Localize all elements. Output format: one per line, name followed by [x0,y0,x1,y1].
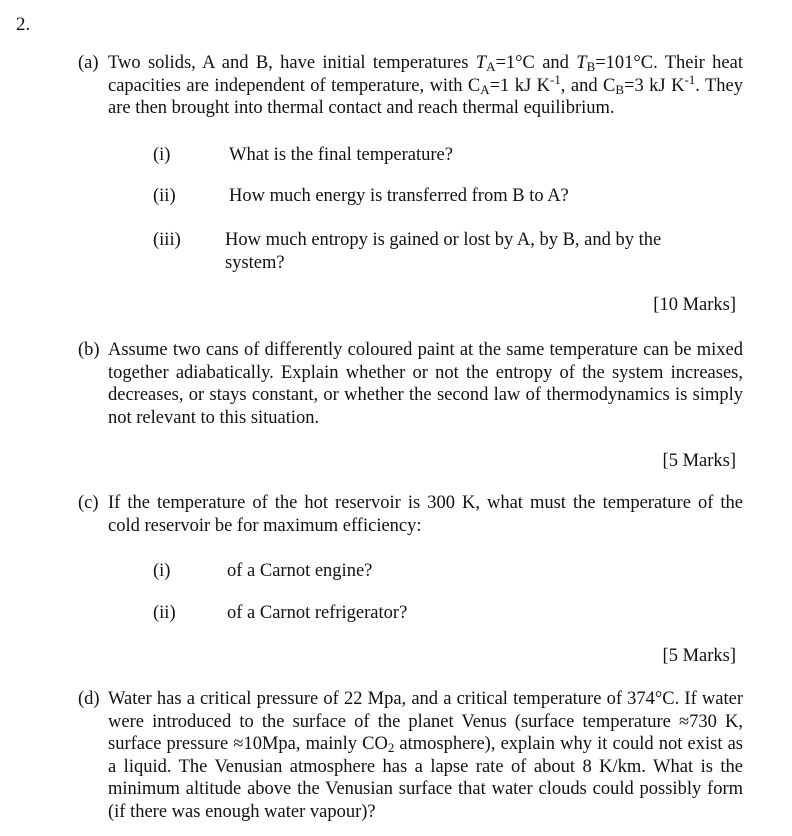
part-c-label: (c) [78,493,99,513]
sub-label: (i) [153,145,171,165]
part-d [78,688,743,824]
sub-text: How much energy is transferred from B to A? [229,186,569,206]
sub-label: (ii) [153,186,176,206]
part-a-marks: [10 Marks] [653,295,736,315]
part-a-label: (a) [78,53,99,73]
part-b-label: (b) [78,340,100,360]
sub-text: of a Carnot engine? [227,561,373,581]
part-c-text: If the temperature of the hot reservoir is 300 K, what must the temperature of the cold reservoir be for maximum efficiency: [108,493,743,536]
part-b-marks: [5 Marks] [662,451,736,471]
sub-text: How much entropy is gained or lost by A, by B, and by the system? [225,230,662,273]
sub-text: of a Carnot refrigerator? [227,603,408,623]
part-a [78,52,743,120]
part-d-text: Water has a critical pressure of 22 Mpa, and a critical temperature of 374°C. If water were introduced to the surface of the planet Venus (surface temperature ≈730 K, surface pressure ≈10Mpa, mainly $CO_2$ atmosphere), explain why it could not exist as a liquid. The Venusian atmosphere has a lapse rate of about 8 K/km. What is the minimum altitude above the Venusian surface that water clouds could possibly form (if there was enough water vapour)? [108,689,743,822]
sub-label: (iii) [153,230,181,250]
part-c [78,492,743,537]
question-number: 2. [16,14,31,35]
part-b-text: Assume two cans of differently coloured paint at the same temperature can be mixed together adiabatically. Explain whether or not the entropy of the system increases, decreases, or stays constant, or whether the second law of thermodynamics is simply not relevant to this situation. [108,340,743,428]
part-a-text: Two solids, A and B, have initial temperatures $T_A=1^\circ C$ and $T_B=101^\circ C$. Their heat capacities are independent of temperature, with $C_A=1$ kJ $K^{-1}$, and $C_B=3$ kJ $K^{-1}$. They are then brought into thermal contact and reach thermal equilibrium. [108,53,743,119]
sub-label: (i) [153,561,171,581]
part-b [78,339,743,429]
sub-text: What is the final temperature? [229,145,453,165]
part-c-marks: [5 Marks] [662,646,736,666]
part-d-label: (d) [78,689,100,709]
sub-label: (ii) [153,603,176,623]
